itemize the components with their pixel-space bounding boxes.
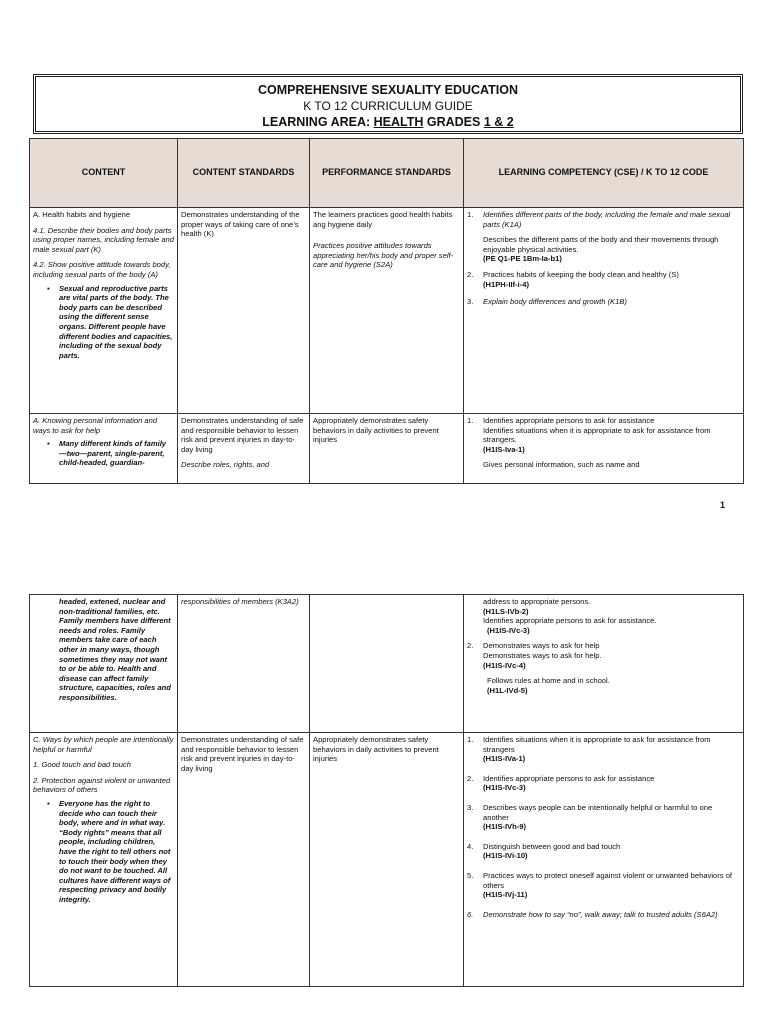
list-item: 2. Identifies appropriate persons to ask for assistance (H1IS-IVc-3) (467, 773, 655, 793)
performance-standards-cell: Appropriately demonstrates safety behaviors in daily activities to prevent injuries (310, 733, 464, 987)
table-header-row (30, 139, 744, 208)
content-standards-cell: Demonstrates understanding of the proper ways of taking care of one’s health (K) (178, 208, 310, 414)
table-row (30, 208, 744, 414)
content-cell: A. Knowing personal information and ways to ask for help ▪ Many different kinds of family —two—parent, single-parent, child-headed, guardian- (30, 414, 178, 484)
performance-standards-cell: The learners practices good health habits ang hygiene daily Practices positive attitudes towards appreciating her/his body and proper self-care and hygiene (S2A) (310, 208, 464, 414)
col-header-content-standards: CONTENT STANDARDS (178, 139, 310, 208)
learning-competency-cell: 1. Identifies different parts of the body, including the female and male sexual parts (K1A) Describes the different parts of the body and their movements through enjoyable physical activities. (PE Q1-PE 1Bm-Ia-b1) 2. Practices habits of keeping the body clean and healthy (S) (H1PH-IIf-i-4) 3. Explain body differences and growth (K1B) (464, 208, 744, 414)
performance-standards-cell: Appropriately demonstrates safety behaviors in daily activities to prevent injuries (310, 414, 464, 484)
learning-area-line: LEARNING AREA: HEALTH GRADES 1 & 2 (262, 115, 514, 129)
list-item: 1. Identifies different parts of the body, including the female and male sexual parts (K1A) (467, 210, 731, 229)
content-standards-cell: Demonstrates understanding of safe and responsible behavior to lessen risk and prevent injuries in day-to-day living Describe roles, rights, and (178, 414, 310, 484)
content-standards-cell: responsibilities of members (K3A2) (178, 595, 310, 733)
list-item: 4. Distinguish between good and bad touch (H1IS-IVi-10) (467, 841, 621, 861)
list-item: 3. Describes ways people can be intentionally helpful or harmful to one another (H1IS-IVh-9) (467, 802, 713, 832)
col-header-learning-competency: LEARNING COMPETENCY (CSE) / K TO 12 CODE (464, 139, 744, 208)
doc-title: COMPREHENSIVE SEXUALITY EDUCATION (258, 83, 518, 97)
learning-competency-cell (464, 733, 744, 987)
content-cell: C. Ways by which people are intentionally helpful or harmful 1. Good touch and bad touch 2. Protection against violent or unwanted behaviors of others ▪ Everyone has the right to decide who can touch their body, where and in what way. “Body rights” means that all people, including children, have the right to tell others not to touch their body when they do not want to be touched. All cultures have different ways of respecting privacy and bodily integrity. (30, 733, 178, 987)
document-title-box (33, 74, 743, 134)
list-item: 5. Practices ways to protect oneself against violent or unwanted behaviors of others (H1IS-IVj-11) (467, 870, 733, 900)
list-item: 3. Explain body differences and growth (K1B) (467, 297, 627, 307)
list-item: 2. Demonstrates ways to ask for help Demonstrates ways to ask for help. (H1IS-IVc-4) (467, 641, 602, 670)
content-standards-cell: Demonstrates understanding of safe and responsible behavior to lessen risk and prevent injuries in day-to-day living (178, 733, 310, 987)
col-header-performance-standards: PERFORMANCE STANDARDS (310, 139, 464, 208)
list-item: ▪ Everyone has the right to decide who can touch their body, where and in what way. “Body rights” means that all people, including children, have the right to tell others not to touch their body when they do not want to be touched. All cultures have different ways of respecting privacy and bodily integrity. (59, 799, 174, 905)
learning-competency-cell: 1. Identifies appropriate persons to ask for assistance Identifies situations when it is appropriate to ask for assistance from strangers. (H1IS-Iva-1) Gives personal information, such as name and (464, 414, 744, 484)
list-item: ▪ Many different kinds of family —two—parent, single-parent, child-headed, guardian- (59, 439, 174, 468)
content-cell: A. Health habits and hygiene 4.1. Describe their bodies and body parts using proper names, including female and male sexual part (K) 4.2. Show positive attitude towards body, including sexual parts of the body (A) ▪ Sexual and reproductive parts are vital parts of the body. The body parts can be described using the different sense organs. Different people have different bodies and capacities, including of the sexual body parts. (30, 208, 178, 414)
page-number: 1 (720, 500, 726, 510)
performance-standards-cell (310, 595, 464, 733)
doc-subtitle: K TO 12 CURRICULUM GUIDE (303, 99, 473, 113)
curriculum-table-page1 (29, 138, 744, 484)
table-row (30, 733, 744, 987)
list-item: ▪ Sexual and reproductive parts are vital parts of the body. The body parts can be described using the different sense organs. Different people have different bodies and capacities, including of the sexual body parts. (59, 284, 174, 361)
list-item: 1. Identifies situations when it is appropriate to ask for assistance from strangers (H1IS-IVa-1) (467, 735, 711, 764)
learning-area: HEALTH (373, 115, 424, 129)
col-header-content: CONTENT (30, 139, 178, 208)
list-item: 2. Practices habits of keeping the body clean and healthy (S) (H1PH-IIf-i-4) (467, 269, 679, 289)
list-item: 1. Identifies appropriate persons to ask for assistance Identifies situations when it is appropriate to ask for assistance from strangers. (H1IS-Iva-1) (467, 416, 711, 454)
curriculum-table-page2 (29, 594, 744, 987)
learning-competency-cell: address to appropriate persons. (H1LS-IVb-2) Identifies appropriate persons to ask for assistance. (H1IS-IVc-3) 2. Demonstrates ways to ask for help Demonstrates ways to ask for help. (H1IS-IVc-4) Follows rules at home and in school. (H1L-IVd-5) (464, 595, 744, 733)
grades: 1 & 2 (483, 115, 514, 129)
list-item: 6. Demonstrate how to say “no”, walk away; talk to trusted adults (S6A2) (467, 909, 718, 919)
table-row (30, 414, 744, 484)
table-row (30, 595, 744, 733)
content-cell: headed, extened, nuclear and non-traditional families, etc. Family members have different needs and roles. Family members take care of each other in many ways, though sometimes they may not want to or be able to. Health and disease can affect family structure, capacities, roles and responsibilities. (30, 595, 178, 733)
